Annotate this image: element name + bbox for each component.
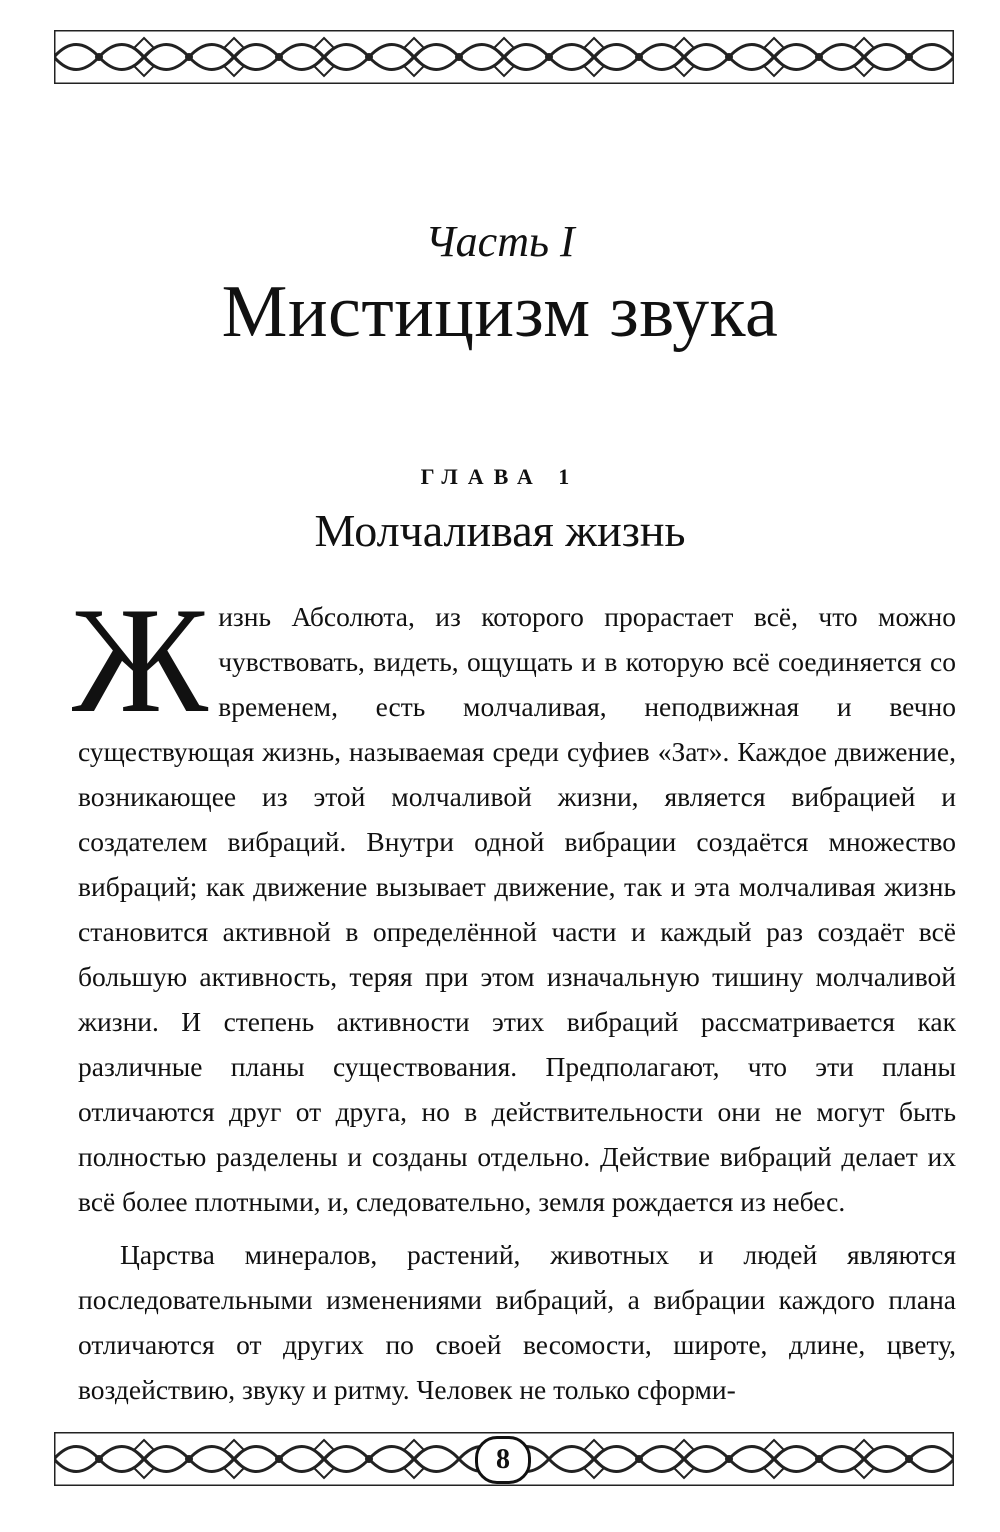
part-label: Часть I bbox=[425, 217, 575, 266]
top-ornament-border bbox=[54, 30, 954, 84]
paragraph-2: Царства минералов, растений, животных и людей являются последовательными изменениями вибраций, а вибрации каждого плана отличаются от других по своей весомости, широте, длине, цвету, воздействию, звуку и ритму. Человек не только сформи- bbox=[78, 1239, 956, 1405]
paragraph-1 bbox=[72, 576, 956, 1224]
paragraph-1-text: изнь Абсолюта, из которого прорастает всё, что можно чувствовать, видеть, ощущать и в которую всё соединяется со временем, есть молчаливая, неподвижная и вечно существующая жизнь, называемая среди суфиев «Зат». Каждое движение, возникающее из этой молчаливой жизни, является вибрацией и создателем вибраций. Внутри одной вибрации создаётся множество вибраций; как движение вызывает движение, так и эта молчаливая жизнь становится активной в определённой части и каждый раз создаёт всё большую активность, теряя при этом изначальную тишину молчаливой жизни. И степень активности этих вибраций рассматривается как различные планы существования. Предполагают, что эти планы отличаются друг от друга, но в действительности они не могут быть полностью разделены и созданы отдельно. Действие вибраций делает их всё более плотными, и, следовательно, земля рождается из небес. bbox=[78, 601, 956, 1217]
page-number: 8 bbox=[475, 1436, 531, 1484]
chapter-title: Молчаливая жизнь bbox=[314, 505, 686, 556]
body-text bbox=[72, 576, 956, 1412]
part-title: Мистицизм звука bbox=[221, 271, 779, 353]
chapter-label: ГЛАВА 1 bbox=[420, 464, 580, 489]
ornament-pattern-icon bbox=[54, 30, 954, 84]
drop-cap: Ж bbox=[72, 576, 209, 744]
